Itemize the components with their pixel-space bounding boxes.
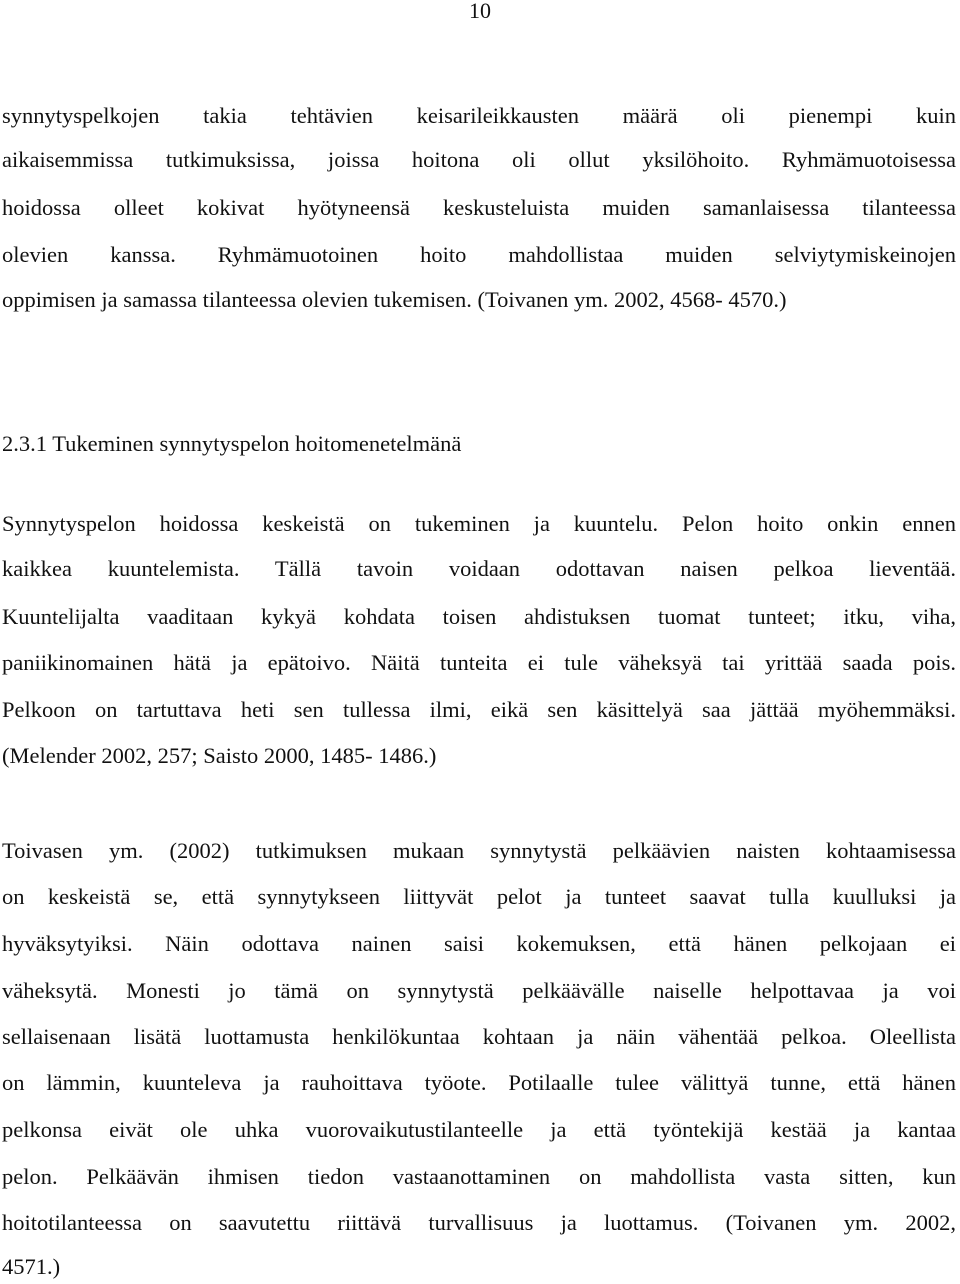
page-number: 10: [469, 0, 491, 23]
paragraph-line: Kuuntelijalta vaaditaan kykyä kohdata toisen ahdistuksen tuomat tunteet; itku, viha,: [2, 604, 956, 629]
paragraph-line: oppimisen ja samassa tilanteessa olevien tukemisen. (Toivanen ym. 2002, 4568- 4570.): [2, 287, 787, 312]
paragraph-line: pelon. Pelkäävän ihmisen tiedon vastaanottaminen on mahdollista vasta sitten, kun: [2, 1164, 956, 1189]
paragraph-line: hoitotilanteessa on saavutettu riittävä turvallisuus ja luottamus. (Toivanen ym. 2002,: [2, 1210, 956, 1235]
paragraph-line: Synnytyspelon hoidossa keskeistä on tukeminen ja kuuntelu. Pelon hoito onkin ennen: [2, 511, 956, 536]
paragraph-line: on keskeistä se, että synnytykseen liittyvät pelot ja tunteet saavat tulla kuulluksi ja: [2, 884, 956, 909]
paragraph-line: 4571.): [2, 1254, 61, 1279]
paragraph-line: paniikinomainen hätä ja epätoivo. Näitä tunteita ei tule väheksyä tai yrittää saada pois.: [2, 650, 956, 675]
paragraph-line: olevien kanssa. Ryhmämuotoinen hoito mahdollistaa muiden selviytymiskeinojen: [2, 242, 956, 267]
paragraph-line: on lämmin, kuunteleva ja rauhoittava työote. Potilaalle tulee välittyä tunne, että hänen: [2, 1070, 956, 1095]
paragraph-line: pelkonsa eivät ole uhka vuorovaikutustilanteelle ja että työntekijä kestää ja kantaa: [2, 1117, 956, 1142]
paragraph-line: Toivasen ym. (2002) tutkimuksen mukaan synnytystä pelkäävien naisten kohtaamisessa: [2, 838, 956, 863]
paragraph-line: synnytyspelkojen takia tehtävien keisarileikkausten määrä oli pienempi kuin: [2, 103, 956, 128]
paragraph-line: kaikkea kuuntelemista. Tällä tavoin voidaan odottavan naisen pelkoa lieventää.: [2, 556, 956, 581]
paragraph-line: väheksytä. Monesti jo tämä on synnytystä pelkäävälle naiselle helpottavaa ja voi: [2, 978, 956, 1003]
section-heading: 2.3.1 Tukeminen synnytyspelon hoitomenetelmänä: [2, 431, 462, 456]
paragraph-line: hoidossa olleet kokivat hyötyneensä keskusteluista muiden samanlaisessa tilanteessa: [2, 195, 956, 220]
paragraph-line: hyväksytyiksi. Näin odottava nainen saisi kokemuksen, että hänen pelkojaan ei: [2, 931, 956, 956]
paragraph-line: sellaisenaan lisätä luottamusta henkilökuntaa kohtaan ja näin vähentää pelkoa. Oleellista: [2, 1024, 956, 1049]
paragraph-line: (Melender 2002, 257; Saisto 2000, 1485- 1486.): [2, 743, 437, 768]
paragraph-line: Pelkoon on tartuttava heti sen tullessa ilmi, eikä sen käsittelyä saa jättää myöhemmäksi.: [2, 697, 956, 722]
paragraph-line: aikaisemmissa tutkimuksissa, joissa hoitona oli ollut yksilöhoito. Ryhmämuotoisessa: [2, 147, 956, 172]
